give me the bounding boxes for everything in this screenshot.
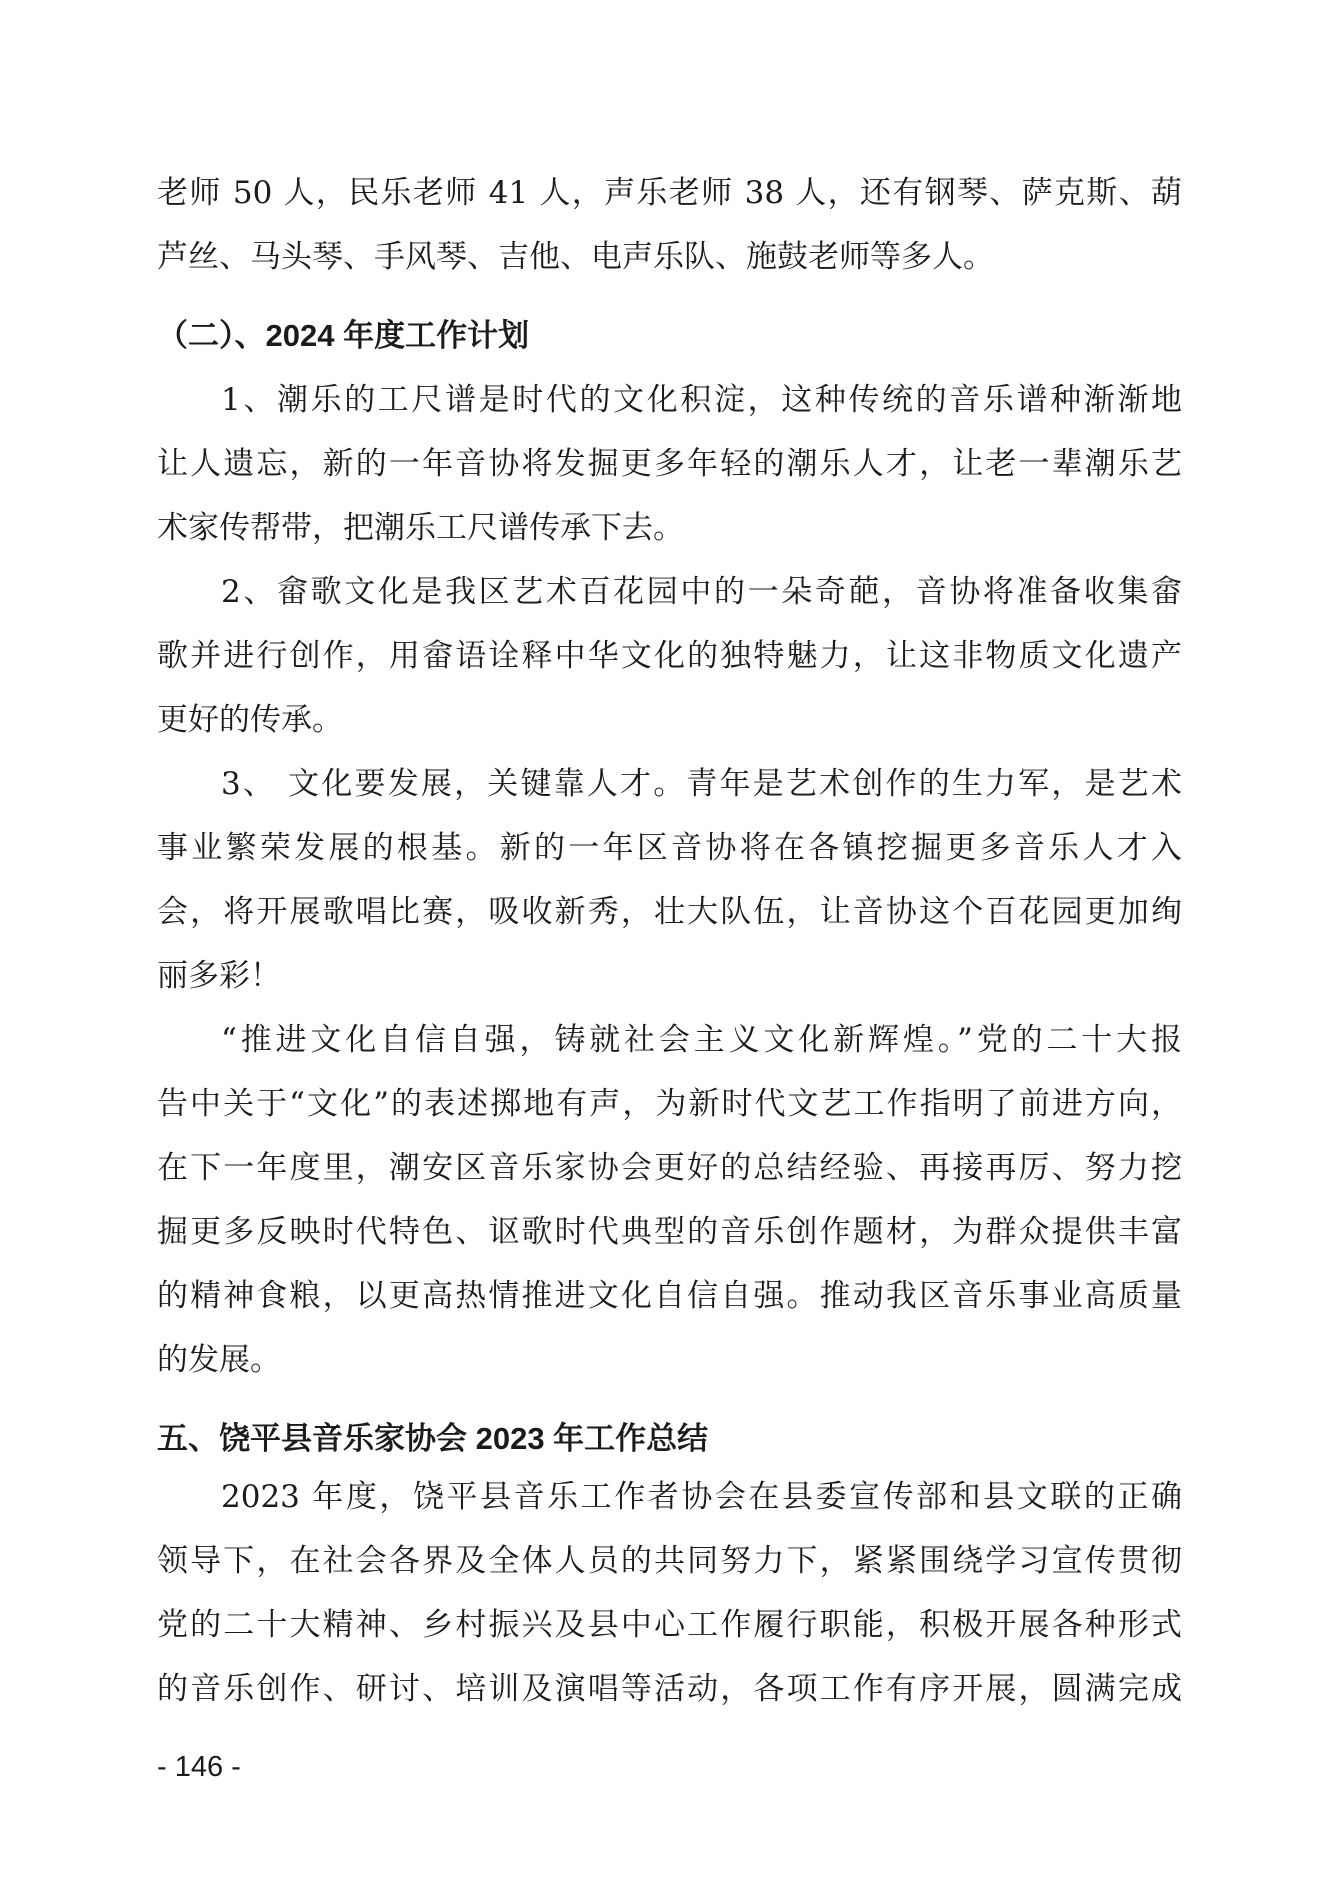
text-line: 芦丝、马头琴、手风琴、吉他、电声乐队、施鼓老师等多人。: [157, 239, 994, 275]
text-line: 2023 年度，饶平县音乐工作者协会在县委宣传部和县文联的正确: [221, 1479, 1182, 1515]
text-line: 术家传帮带，把潮乐工尺谱传承下去。: [157, 510, 684, 546]
text-line: 党的二十大精神、乡村振兴及县中心工作履行职能，积极开展各种形式: [157, 1607, 1182, 1643]
text-line: 事业繁荣发展的根基。新的一年区音协将在各镇挖掘更多音乐人才入: [157, 830, 1182, 866]
paragraph-plan-item-2: [157, 560, 1182, 752]
text-line: 丽多彩！: [157, 958, 281, 994]
paragraph-closing: [157, 1008, 1182, 1392]
text-line: 掘更多反映时代特色、讴歌时代典型的音乐创作题材，为群众提供丰富: [157, 1214, 1182, 1250]
text-line: 歌并进行创作，用畲语诠释中华文化的独特魅力，让这非物质文化遗产: [157, 638, 1182, 674]
text-line: 1、潮乐的工尺谱是时代的文化积淀，这种传统的音乐谱种渐渐地: [221, 382, 1182, 418]
text-line: 的发展。: [157, 1342, 281, 1378]
page-number: - 146 -: [157, 1751, 241, 1783]
text-line: 在下一年度里，潮安区音乐家协会更好的总结经验、再接再厉、努力挖: [157, 1150, 1182, 1186]
paragraph-plan-item-3: [157, 752, 1182, 1008]
text-line: 会，将开展歌唱比赛，吸收新秀，壮大队伍，让音协这个百花园更加绚: [157, 894, 1182, 930]
text-line: 老师 50 人，民乐老师 41 人，声乐老师 38 人，还有钢琴、萨克斯、葫: [157, 175, 1182, 211]
text-line: 让人遗忘，新的一年音协将发掘更多年轻的潮乐人才，让老一辈潮乐艺: [157, 446, 1182, 482]
paragraph-plan-item-1: [157, 368, 1182, 560]
page-body: [157, 161, 1182, 1721]
text-line: 告中关于“文化”的表述掷地有声，为新时代文艺工作指明了前进方向，: [157, 1086, 1182, 1122]
paragraph-raoping-summary: [157, 1465, 1182, 1721]
text-line: 的音乐创作、研讨、培训及演唱等活动，各项工作有序开展，圆满完成: [157, 1671, 1182, 1707]
section-heading-work-plan: （二）、2024 年度工作计划: [157, 318, 530, 353]
text-line: 更好的传承。: [157, 702, 343, 738]
text-line: 领导下，在社会各界及全体人员的共同努力下，紧紧围绕学习宣传贯彻: [157, 1543, 1182, 1579]
paragraph-intro-continuation: [157, 161, 1182, 289]
text-line: “推进文化自信自强，铸就社会主义文化新辉煌。”党的二十大报: [221, 1022, 1182, 1058]
text-line: 2、畲歌文化是我区艺术百花园中的一朵奇葩，音协将准备收集畲: [221, 574, 1182, 610]
text-line: 的精神食粮，以更高热情推进文化自信自强。推动我区音乐事业高质量: [157, 1278, 1182, 1314]
section-heading-raoping-summary: 五、饶平县音乐家协会 2023 年工作总结: [157, 1421, 709, 1456]
text-line: 3、 文化要发展，关键靠人才。青年是艺术创作的生力军，是艺术: [221, 766, 1182, 802]
